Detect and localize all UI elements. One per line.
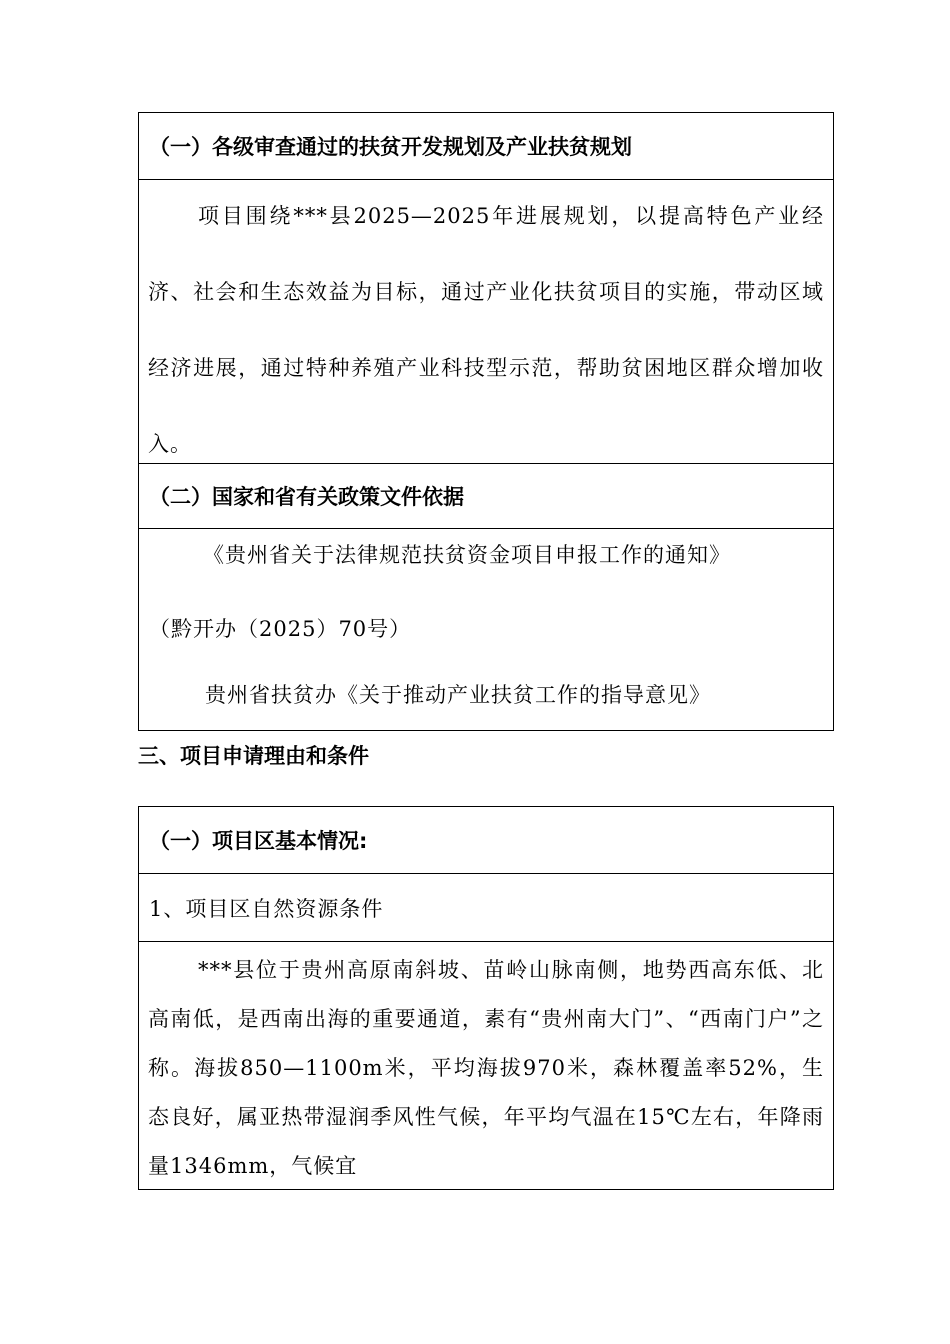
project-area-table <box>138 806 834 1190</box>
heading-text: （二）国家和省有关政策文件依据 <box>149 485 464 509</box>
project-description-paragraph: 项目围绕***县2025—2025年进展规划，以提高特色产业经济、社会和生态效益为目标，通过产业化扶贫项目的实施，带动区域经济进展，通过特种养殖产业科技型示范，帮助贫困地区群众增加收入。 <box>148 204 824 456</box>
section-title-application-reasons: 三、项目申请理由和条件 <box>138 744 369 768</box>
table-cell-project-description <box>139 179 833 463</box>
heading-text: （一）各级审查通过的扶贫开发规划及产业扶贫规划 <box>149 135 632 159</box>
policy-document-title: 《贵州省关于法律规范扶贫资金项目申报工作的通知》 <box>203 543 731 567</box>
table-cell-policy-documents <box>139 528 833 732</box>
table-heading-project-area <box>139 807 833 873</box>
policy-document-guideline: 贵州省扶贫办《关于推动产业扶贫工作的指导意见》 <box>205 683 711 707</box>
table-heading-poverty-plan <box>139 113 833 179</box>
subheading-text: 1、项目区自然资源条件 <box>149 896 384 921</box>
heading-text: （一）项目区基本情况: <box>149 829 368 853</box>
table-heading-policy-basis <box>139 463 833 528</box>
natural-description-paragraph: ***县位于贵州高原南斜坡、苗岭山脉南侧，地势西高东低、北高南低，是西南出海的重要通道，素有“贵州南大门”、“西南门户”之称。海拔850—1100m米，平均海拔970米，森林覆盖率52%，生态良好，属亚热带湿润季风性气候，年平均气温在15℃左右，年降雨量1346mm，气候宜 <box>148 958 824 1178</box>
planning-basis-table <box>138 112 834 731</box>
table-subheading-natural-resources <box>139 873 833 941</box>
policy-document-number: （黔开办（2025）70号） <box>149 617 412 641</box>
table-cell-natural-description <box>139 941 833 1189</box>
